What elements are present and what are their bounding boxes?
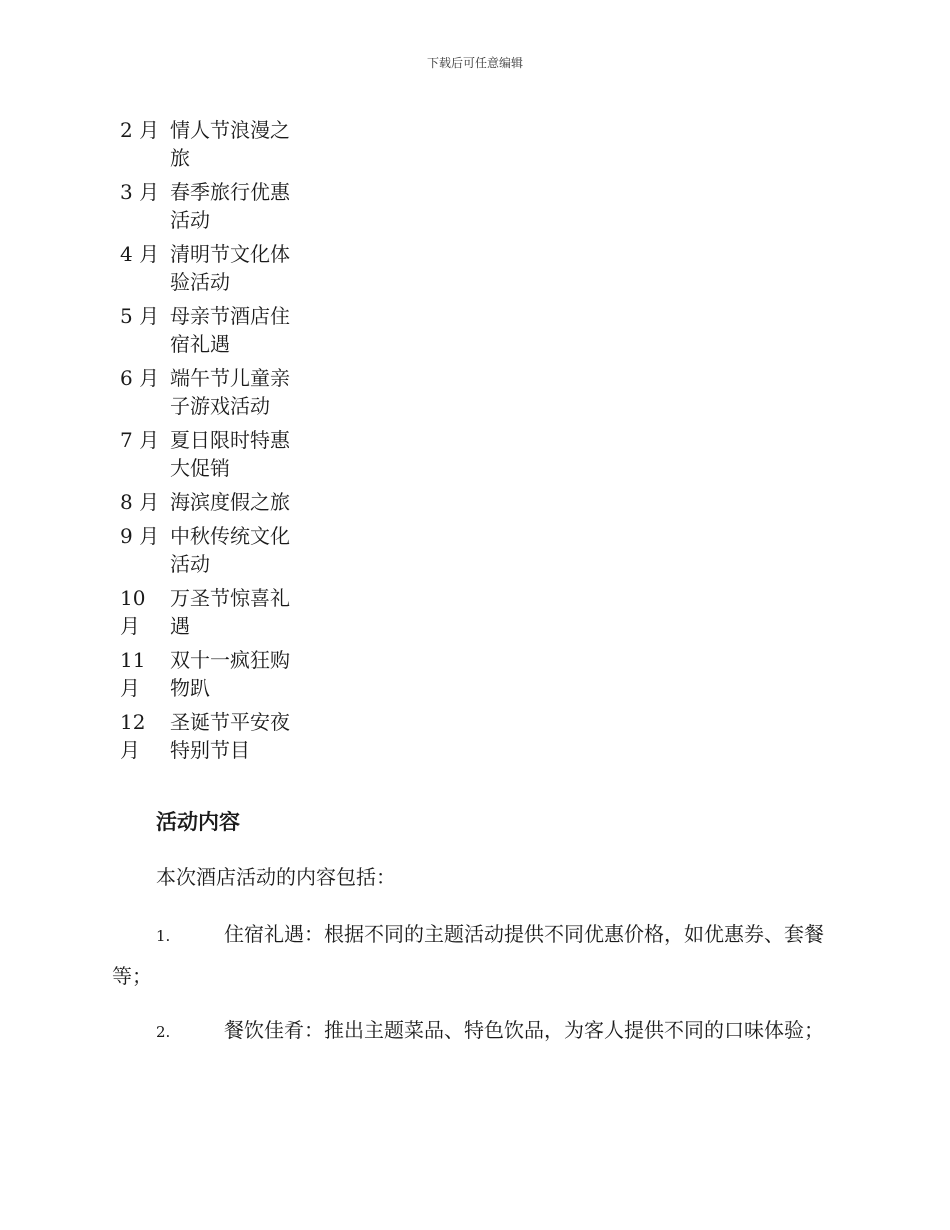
schedule-row <box>112 302 312 358</box>
list-item-number: 2. <box>156 1023 171 1041</box>
monthly-schedule-table <box>112 116 312 770</box>
schedule-row <box>112 488 312 516</box>
intro-paragraph: 本次酒店活动的内容包括： <box>156 865 396 889</box>
page-header-note: 下载后可任意编辑 <box>426 56 523 70</box>
schedule-month: 5 月 <box>120 304 160 328</box>
schedule-month: 10 月 <box>120 586 146 638</box>
schedule-row <box>112 240 312 296</box>
schedule-month: 8 月 <box>120 490 160 514</box>
list-item-text: 餐饮佳肴：推出主题菜品、特色饮品，为客人提供不同的口味体验； <box>224 1018 824 1042</box>
schedule-activity: 情人节浪漫之旅 <box>170 118 290 170</box>
schedule-row <box>112 178 312 234</box>
schedule-activity: 中秋传统文化活动 <box>170 524 290 576</box>
list-item <box>112 914 838 996</box>
list-item-text: 住宿礼遇：根据不同的主题活动提供不同优惠价格，如优惠券、套餐等； <box>112 922 824 988</box>
schedule-activity: 双十一疯狂购物趴 <box>170 648 290 700</box>
schedule-row <box>112 646 312 702</box>
schedule-month: 6 月 <box>120 366 160 390</box>
schedule-month: 4 月 <box>120 242 160 266</box>
schedule-activity: 春季旅行优惠活动 <box>170 180 290 232</box>
list-item <box>112 1010 838 1052</box>
schedule-month: 12 月 <box>120 710 146 762</box>
schedule-row <box>112 116 312 172</box>
schedule-row <box>112 584 312 640</box>
schedule-row <box>112 522 312 578</box>
schedule-activity: 母亲节酒店住宿礼遇 <box>170 304 290 356</box>
schedule-activity: 海滨度假之旅 <box>170 490 290 514</box>
schedule-activity: 夏日限时特惠大促销 <box>170 428 290 480</box>
schedule-month: 3 月 <box>120 180 160 204</box>
schedule-month: 9 月 <box>120 524 160 548</box>
list-item-number: 1. <box>156 927 171 945</box>
schedule-row <box>112 708 312 764</box>
section-title: 活动内容 <box>156 809 240 834</box>
schedule-row <box>112 426 312 482</box>
schedule-month: 11 月 <box>120 648 146 700</box>
schedule-month: 2 月 <box>120 118 160 142</box>
schedule-row <box>112 364 312 420</box>
schedule-activity: 万圣节惊喜礼遇 <box>170 586 290 638</box>
schedule-activity: 圣诞节平安夜特别节目 <box>170 710 290 762</box>
schedule-activity: 清明节文化体验活动 <box>170 242 290 294</box>
schedule-activity: 端午节儿童亲子游戏活动 <box>170 366 290 418</box>
schedule-month: 7 月 <box>120 428 160 452</box>
